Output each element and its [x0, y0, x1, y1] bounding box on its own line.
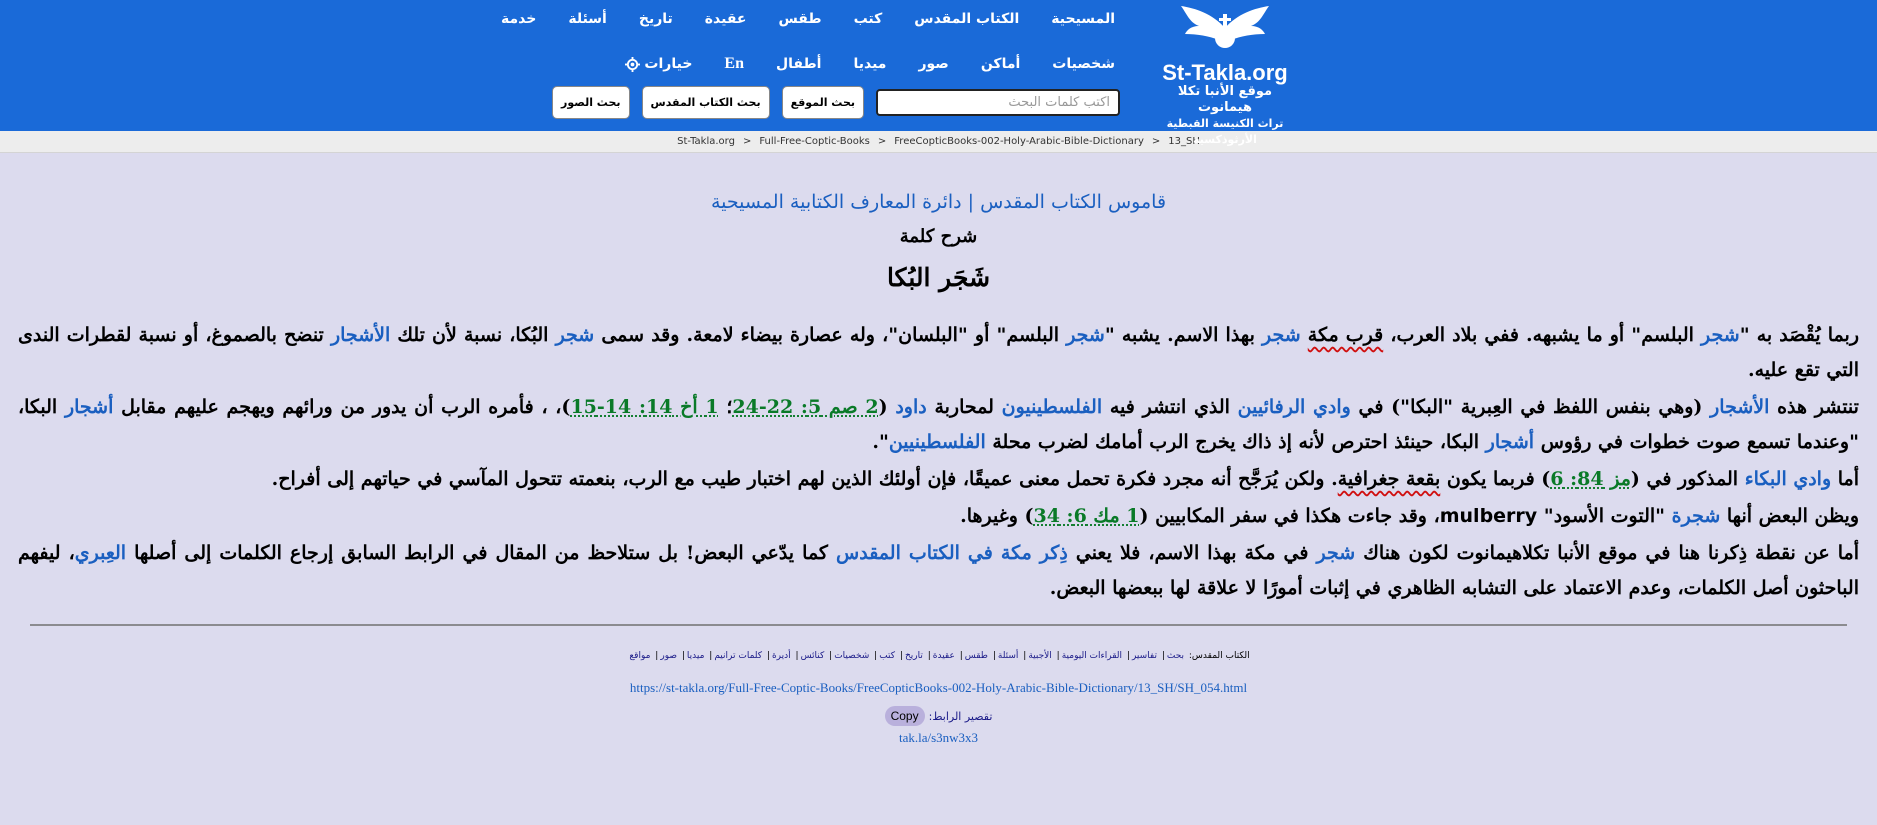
paragraph — [18, 318, 1859, 388]
breadcrumb-separator: > — [877, 136, 887, 147]
text: ربما يُقْصَد به " — [1739, 324, 1859, 346]
article-link[interactable]: وادي الرفائيين — [1237, 396, 1351, 418]
article-link[interactable]: شجر — [1316, 542, 1356, 564]
paragraph — [18, 462, 1859, 497]
nav-item[interactable]: طقس — [778, 11, 822, 27]
nav-item[interactable]: الكتاب المقدس — [914, 11, 1020, 27]
article-link[interactable]: شجر — [1261, 324, 1301, 346]
article-link[interactable]: ذِكر مكة في الكتاب المقدس — [836, 542, 1068, 564]
nav-item[interactable]: أطفال — [776, 56, 822, 72]
article-link[interactable]: شجر — [555, 324, 595, 346]
breadcrumb-item[interactable]: 13_SH — [1168, 136, 1200, 147]
article-link[interactable]: شجر — [1066, 324, 1105, 346]
nav-item[interactable]: أسئلة — [568, 11, 607, 27]
footer-link[interactable]: كتب — [879, 651, 896, 661]
latin-term: mulberry — [1439, 505, 1538, 527]
text: ، ليفهم الباحثون أصل الكلمات، وعدم الاعتماد على التشابه الظاهري في إثبات أمورًا لا علاقة لها ببعضها البعض. — [18, 542, 1859, 599]
text: تنتشر هذه — [1769, 396, 1859, 418]
footer-link[interactable]: أسئلة — [997, 651, 1019, 661]
breadcrumb — [0, 131, 1877, 153]
footer-links-prefix: الكتاب المقدس: — [1186, 651, 1250, 661]
footer-link[interactable]: شخصيات — [834, 651, 870, 661]
page-footer — [0, 651, 1877, 746]
text: كما يدّعي البعض! بل ستلاحظ من المقال في الرابط السابق إرجاع الكلمات إلى أصلها — [126, 542, 837, 564]
text: (وهي بنفس اللفظ في العِبرية "البكا") في — [1350, 396, 1711, 418]
explain-label: شرح كلمة — [899, 226, 978, 247]
nav-item[interactable]: صور — [918, 56, 949, 72]
search-bible-button[interactable]: بحث الكتاب المقدس — [642, 86, 770, 119]
gear-icon — [625, 57, 640, 72]
footer-link[interactable]: كنائس — [800, 651, 825, 661]
text: "التوت الأسود" — [1537, 505, 1672, 527]
language-switch[interactable]: En — [724, 55, 744, 72]
nav-item[interactable]: شخصيات — [1052, 56, 1115, 72]
text: المذكور في ( — [1630, 468, 1745, 490]
short-link-label: تقصير الرابط: — [928, 709, 993, 723]
footer-links: الكتاب المقدس: بحث| تفاسير| القراءات اليومية| الأجبية| أسئلة| طقس| عقيدة| تاريخ| كتب| شخصيات| كنائس| أديرة| كلمات ترانيم| ميديا| صور| مواقع — [629, 651, 1250, 661]
text: البلسم" أو "البلسان"، وله عصارة بيضاء لامعة. وقد سمى — [594, 324, 1067, 346]
text: البُكا، نسبة لأن تلك — [390, 324, 556, 346]
article-link[interactable]: أشجار — [64, 396, 114, 418]
search-input[interactable] — [876, 89, 1120, 116]
bible-reference-link[interactable]: مز 84: 6 — [1550, 468, 1631, 490]
page-url[interactable]: https://st-takla.org/Full-Free-Coptic-Books/FreeCopticBooks-002-Holy-Arabic-Bible-Dictionary/13_SH/SH_054.html — [629, 680, 1248, 695]
text: ) فربما يكون — [1440, 468, 1551, 490]
article-link[interactable]: الأشجار — [1710, 396, 1770, 418]
page-titles — [0, 188, 1877, 296]
text: ) وغيرها. — [960, 505, 1034, 527]
highlighted-text: بقعة جغرافية — [1337, 468, 1441, 490]
text: في مكة بهذا الاسم، فلا يعني — [1067, 542, 1317, 564]
nav-item[interactable]: تاريخ — [638, 11, 673, 27]
text: البكا، حينئذ احترص لأنه إذ ذاك يخرج الرب أمامك لضرب محلة — [985, 431, 1486, 453]
article-link[interactable]: الفلسطينيون — [1001, 396, 1103, 418]
breadcrumb-item[interactable]: Full-Free-Coptic-Books — [759, 136, 870, 147]
text: أما عن نقطة ذِكرنا هنا في موقع الأنبا تكلاهيمانوت لكون هناك — [1355, 542, 1859, 564]
nav-item[interactable]: ميديا — [853, 56, 887, 72]
text: أما — [1831, 468, 1859, 490]
short-url[interactable]: tak.la/s3nw3x3 — [898, 730, 979, 745]
text: ، وقد جاءت هكذا في سفر المكابيين ( — [1139, 505, 1440, 527]
nav-item[interactable]: خدمة — [501, 11, 537, 27]
bible-reference-link[interactable]: 1 أخ 14: 14-15 — [570, 396, 719, 418]
secondary-nav — [625, 55, 1115, 73]
options-label: خيارات — [644, 56, 693, 72]
article-body — [18, 318, 1859, 606]
article-link[interactable]: شجر — [1701, 324, 1740, 346]
paragraph — [18, 499, 1859, 534]
article-link[interactable]: أشجار — [1485, 431, 1535, 453]
footer-link[interactable]: الأجبية — [1028, 651, 1052, 661]
article-link[interactable]: العِبري — [74, 542, 127, 564]
text: ويظن البعض أنها — [1720, 505, 1859, 527]
article-link[interactable]: داود — [895, 396, 927, 418]
text: . ولكن يُرَجَّح أنه مجرد فكرة تحمل معنى عميقًا، فإن أولئك الذين لهم اختبار طيب مع الرب، بنعمته تتحول المآسي في حياتهم إلى أفراح. — [271, 468, 1338, 490]
footer-link[interactable]: تفاسير — [1131, 651, 1157, 661]
footer-link[interactable]: أديرة — [771, 651, 791, 661]
dictionary-title-link[interactable]: قاموس الكتاب المقدس | دائرة المعارف الكتابية المسيحية — [710, 191, 1167, 213]
nav-item[interactable]: عقيدة — [704, 11, 747, 27]
main-nav — [501, 11, 1115, 27]
text: ( — [878, 396, 896, 418]
footer-link[interactable]: ميديا — [686, 651, 705, 661]
paragraph — [18, 536, 1859, 606]
breadcrumb-separator: > — [1151, 136, 1161, 147]
article-link[interactable]: وادي البكاء — [1744, 468, 1832, 490]
footer-link[interactable]: تاريخ — [904, 651, 923, 661]
text: ". — [872, 431, 889, 453]
article-link[interactable]: شجرة — [1671, 505, 1721, 527]
text — [1301, 324, 1308, 346]
nav-item[interactable]: كتب — [853, 11, 883, 27]
options-menu[interactable] — [625, 56, 692, 72]
article-link[interactable]: الأشجار — [330, 324, 391, 346]
nav-item[interactable]: أماكن — [980, 56, 1021, 72]
footer-link[interactable]: القراءات اليومية — [1061, 651, 1123, 661]
footer-link[interactable]: طقس — [964, 651, 988, 661]
nav-item[interactable]: المسيحية — [1051, 11, 1115, 27]
text: الذي انتشر فيه — [1102, 396, 1238, 418]
breadcrumb-item[interactable]: FreeCopticBooks-002-Holy-Arabic-Bible-Dictionary — [894, 136, 1144, 147]
copy-button[interactable]: Copy — [885, 706, 925, 726]
footer-link[interactable]: عقيدة — [932, 651, 955, 661]
text: ؛ — [718, 396, 733, 418]
search-bar — [552, 89, 1120, 119]
search-images-button[interactable]: بحث الصور — [552, 86, 630, 119]
text: تنضح بالصموغ، أو نسبة لقطرات الندى التي تقع عليه. — [18, 324, 1859, 381]
short-link-row — [0, 706, 1877, 726]
text: البلسم" أو ما يشبهه. ففي بلاد العرب، — [1383, 324, 1702, 346]
site-subtitle: موقع الأنبا تكلا هيمانوت — [1177, 84, 1273, 115]
highlighted-text: قرب مكة — [1307, 324, 1384, 346]
site-tagline: تراث الكنيسة القبطية الأرثوذكسية — [1166, 117, 1284, 146]
footer-link[interactable]: مواقع — [629, 651, 651, 661]
page-title: شَجَر البُكا — [886, 263, 991, 292]
paragraph — [18, 390, 1859, 460]
footer-link[interactable]: بحث — [1166, 651, 1185, 661]
winged-cross-logo-icon — [1175, 4, 1275, 60]
bible-reference-link[interactable]: 2 صم 5: 22-24 — [732, 396, 879, 418]
text: لمحاربة — [926, 396, 1002, 418]
divider — [30, 624, 1847, 626]
search-site-button[interactable]: بحث الموقع — [782, 86, 864, 119]
article-link[interactable]: الفلسطينيين — [888, 431, 986, 453]
text: البكا، "وعندما تسمع صوت خطوات في رؤوس — [18, 396, 1859, 453]
site-name: St-Takla.org — [1162, 60, 1288, 85]
text: بهذا الاسم. يشبه " — [1104, 324, 1262, 346]
breadcrumb-item[interactable]: St-Takla.org — [677, 136, 735, 147]
bible-reference-link[interactable]: 1 مك 6: 34 — [1033, 505, 1140, 527]
footer-link[interactable]: كلمات ترانيم — [714, 651, 763, 661]
text: )، ، فأمره الرب أن يدور من ورائهم ويهجم عليهم مقابل — [113, 396, 571, 418]
breadcrumb-separator: > — [742, 136, 752, 147]
footer-link[interactable]: صور — [660, 651, 677, 661]
